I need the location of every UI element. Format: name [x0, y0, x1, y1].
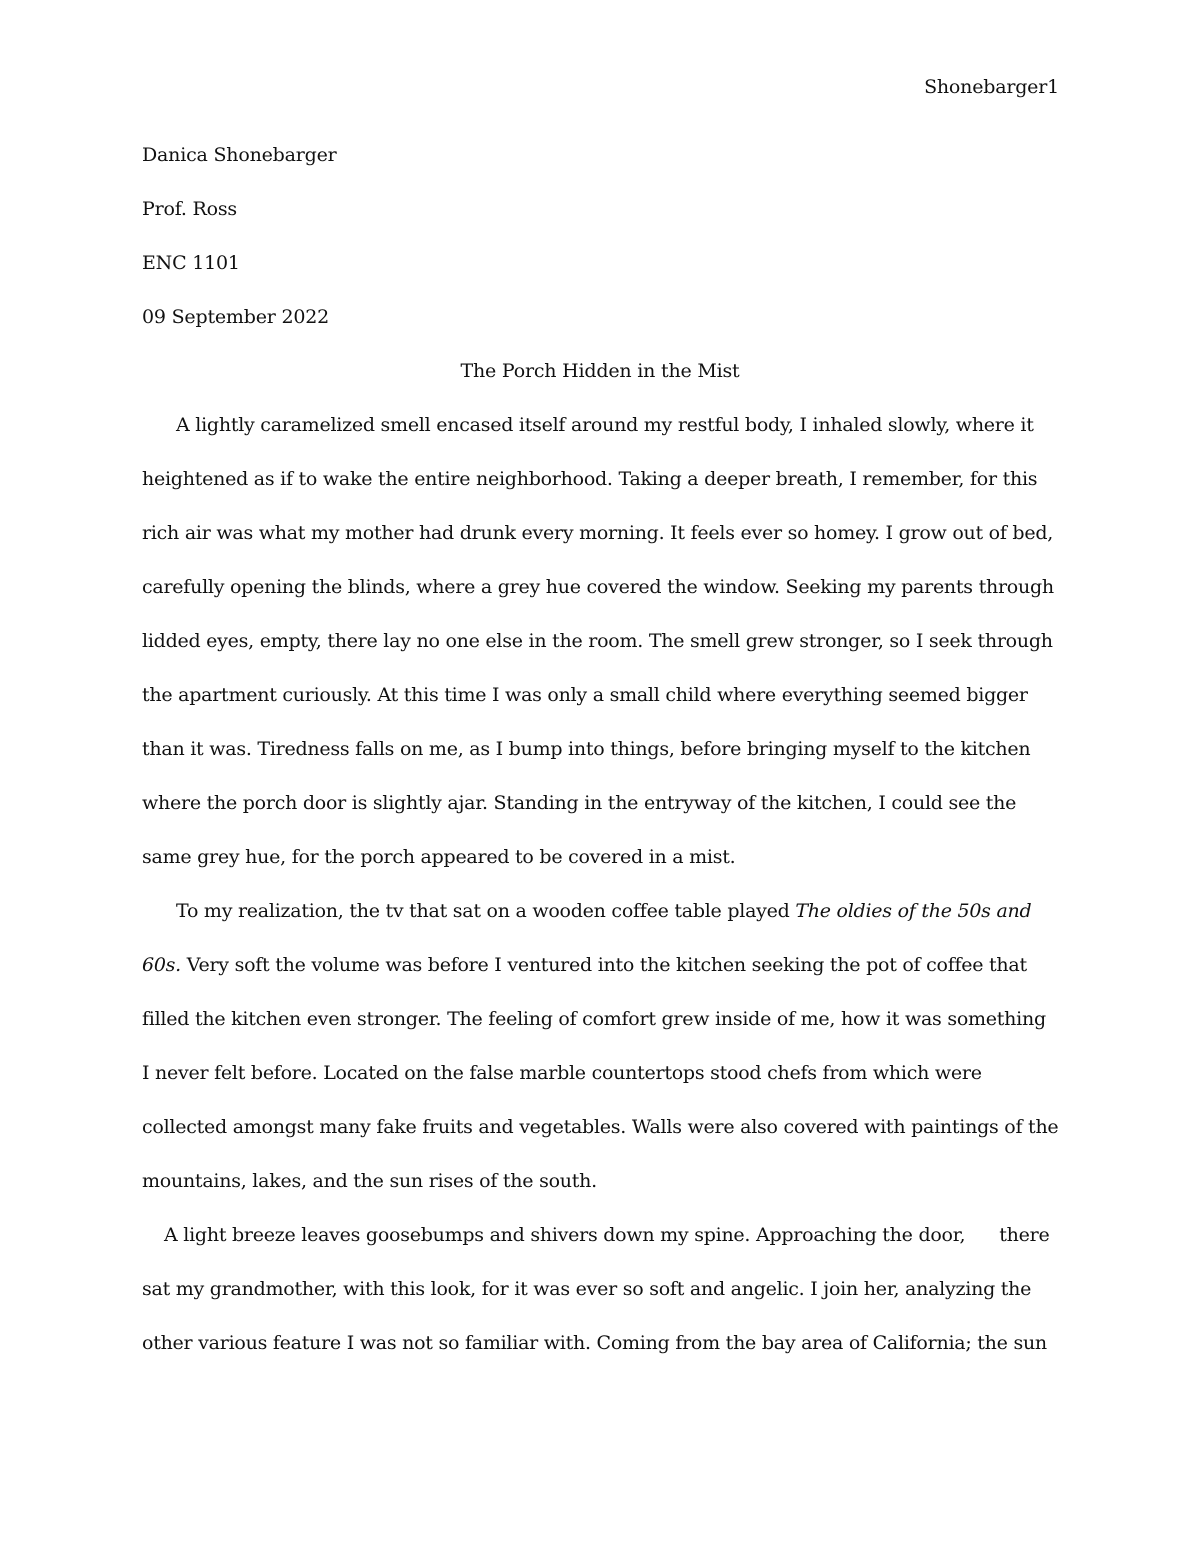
body-line	[164, 1224, 1049, 1246]
body-line: heightened as if to wake the entire neighborhood. Taking a deeper breath, I remember, for this	[142, 468, 1038, 490]
body-text: To my realization, the tv that sat on a wooden coffee table played	[176, 900, 796, 922]
body-line: same grey hue, for the porch appeared to be covered in a mist.	[142, 846, 736, 868]
body-line	[142, 954, 1027, 976]
body-line: the apartment curiously. At this time I was only a small child where everything seemed bigger	[142, 684, 1028, 706]
body-line	[176, 900, 1031, 922]
body-line: I never felt before. Located on the false marble countertops stood chefs from which were	[142, 1062, 982, 1084]
body-line: filled the kitchen even stronger. The feeling of comfort grew inside of me, how it was something	[142, 1008, 1046, 1030]
body-text: there	[999, 1224, 1050, 1246]
body-text: A light breeze leaves goosebumps and shivers down my spine. Approaching the door,	[164, 1224, 966, 1246]
song-title-italic: 60s.	[142, 954, 181, 976]
body-line: A lightly caramelized smell encased itself around my restful body, I inhaled slowly, where it	[176, 414, 1034, 436]
body-line: carefully opening the blinds, where a grey hue covered the window. Seeking my parents through	[142, 576, 1054, 598]
body-line: lidded eyes, empty, there lay no one else in the room. The smell grew stronger, so I seek through	[142, 630, 1053, 652]
body-line: other various feature I was not so familiar with. Coming from the bay area of California; the sun	[142, 1332, 1047, 1354]
essay-date: 09 September 2022	[142, 306, 330, 328]
instructor-name: Prof. Ross	[142, 198, 237, 220]
body-line: collected amongst many fake fruits and vegetables. Walls were also covered with paintings of the	[142, 1116, 1059, 1138]
course-name: ENC 1101	[142, 252, 240, 274]
author-name: Danica Shonebarger	[142, 144, 337, 166]
essay-title: The Porch Hidden in the Mist	[460, 360, 740, 382]
body-line: rich air was what my mother had drunk every morning. It feels ever so homey. I grow out of bed,	[142, 522, 1054, 544]
running-head: Shonebarger1	[924, 76, 1059, 98]
body-line: sat my grandmother, with this look, for it was ever so soft and angelic. I join her, analyzing the	[142, 1278, 1032, 1300]
body-line: where the porch door is slightly ajar. Standing in the entryway of the kitchen, I could see the	[142, 792, 1017, 814]
body-line: than it was. Tiredness falls on me, as I bump into things, before bringing myself to the kitchen	[142, 738, 1031, 760]
body-line: mountains, lakes, and the sun rises of the south.	[142, 1170, 597, 1192]
song-title-italic: The oldies of the 50s and	[795, 900, 1032, 922]
body-text: Very soft the volume was before I ventured into the kitchen seeking the pot of coffee that	[180, 954, 1027, 976]
